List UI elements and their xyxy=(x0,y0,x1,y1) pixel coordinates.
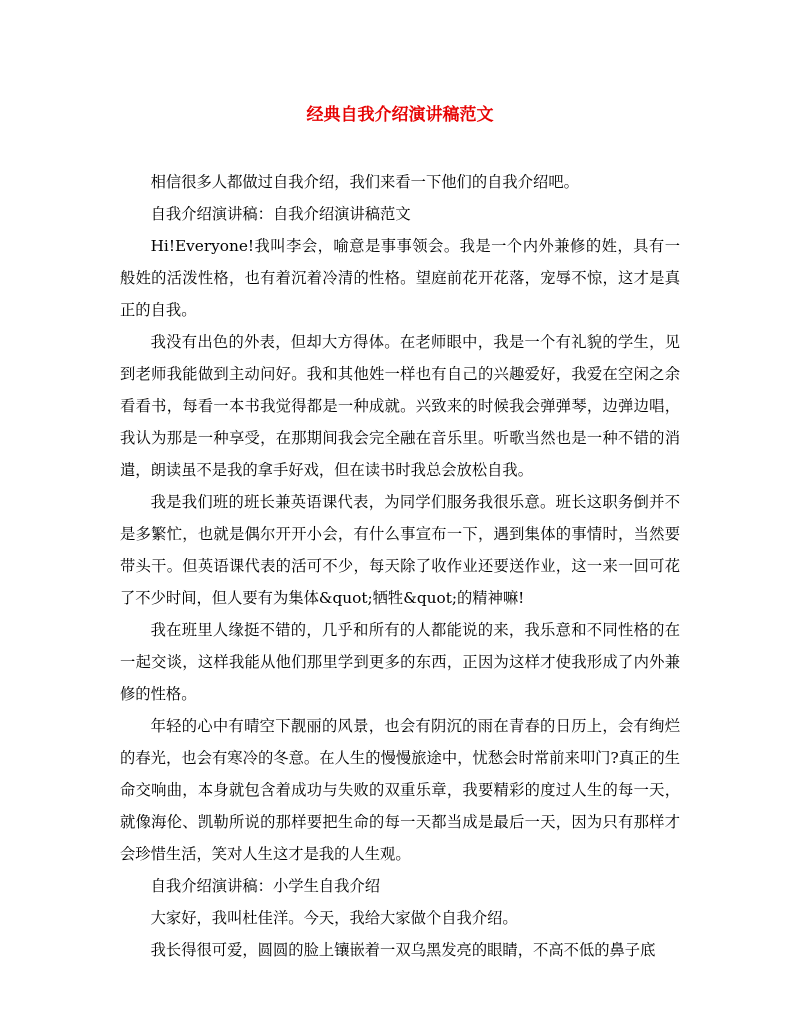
paragraph: 我在班里人缘挺不错的，几乎和所有的人都能说的来，我乐意和不同性格的在一起交谈，这样我能从他们那里学到更多的东西，正因为这样才使我形成了内外兼修的性格。 xyxy=(120,621,680,703)
paragraph-subheading-1: 自我介绍演讲稿：自我介绍演讲稿范文 xyxy=(150,205,411,223)
paragraph: 年轻的心中有晴空下靓丽的风景，也会有阴沉的雨在青春的日历上，会有绚烂的春光，也会有寒冷的冬意。在人生的慢慢旅途中，忧愁会时常前来叩门?真正的生命交响曲，本身就包含着成功与失败的双重乐章，我要精彩的度过人生的每一天，就像海伦、凯勒所说的那样要把生命的每一天都当成是最后一天，因为只有那样才会珍惜生活，笑对人生这才是我的人生观。 xyxy=(120,717,680,863)
paragraph-intro: 相信很多人都做过自我介绍，我们来看一下他们的自我介绍吧。 xyxy=(150,173,579,191)
paragraph: 我长得很可爱，圆圆的脸上镶嵌着一双乌黑发亮的眼睛，不高不低的鼻子底 xyxy=(150,941,656,959)
paragraph-subheading-2: 自我介绍演讲稿：小学生自我介绍 xyxy=(150,877,381,895)
paragraph: 大家好，我叫杜佳洋。今天，我给大家做个自我介绍。 xyxy=(150,909,518,927)
document-title: 经典自我介绍演讲稿范文 xyxy=(306,105,494,125)
document-body xyxy=(120,166,680,966)
paragraph: 我没有出色的外表，但却大方得体。在老师眼中，我是一个有礼貌的学生，见到老师我能做到主动问好。我和其他姓一样也有自己的兴趣爱好，我爱在空闲之余看看书，每看一本书我觉得都是一种成就。兴致来的时候我会弹弹琴，边弹边唱，我认为那是一种享受，在那期间我会完全融在音乐里。听歌当然也是一种不错的消遣，朗读虽不是我的拿手好戏，但在读书时我总会放松自我。 xyxy=(120,333,680,479)
paragraph: 我是我们班的班长兼英语课代表，为同学们服务我很乐意。班长这职务倒并不是多繁忙，也就是偶尔开开小会，有什么事宣布一下，遇到集体的事情时，当然要带头干。但英语课代表的活可不少，每天除了收作业还要送作业，这一来一回可花了不少时间，但人要有为集体&quot;牺牲&quot;的精神嘛! xyxy=(120,493,680,607)
paragraph: Hi!Everyone!我叫李会，喻意是事事领会。我是一个内外兼修的姓，具有一般姓的活泼性格，也有着沉着冷清的性格。望庭前花开花落，宠辱不惊，这才是真正的自我。 xyxy=(120,237,680,319)
